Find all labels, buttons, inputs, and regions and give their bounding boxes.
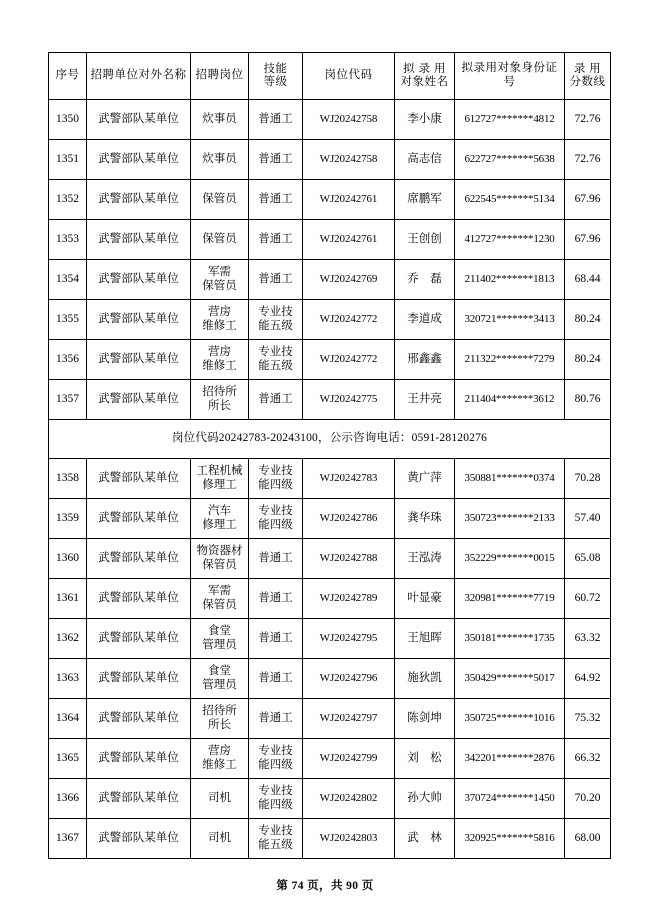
cell-unit: 武警部队某单位 <box>87 779 191 819</box>
table-row <box>49 180 611 220</box>
table-row <box>49 300 611 340</box>
cell-post: 食堂 管理员 <box>191 659 249 699</box>
cell-name: 邢鑫鑫 <box>395 340 455 380</box>
cell-unit: 武警部队某单位 <box>87 539 191 579</box>
cell-id: 350723*******2133 <box>455 499 565 539</box>
header-name-line1: 拟 录 用 <box>403 62 446 75</box>
cell-code: WJ20242802 <box>303 779 395 819</box>
table-body-top <box>49 100 611 420</box>
cell-unit: 武警部队某单位 <box>87 100 191 140</box>
cell-unit: 武警部队某单位 <box>87 819 191 859</box>
cell-code: WJ20242799 <box>303 739 395 779</box>
cell-name: 陈剑坤 <box>395 699 455 739</box>
cell-name: 黄广萍 <box>395 459 455 499</box>
table-row <box>49 459 611 499</box>
table-row <box>49 100 611 140</box>
cell-id: 342201*******2876 <box>455 739 565 779</box>
cell-skill: 专业技 能四级 <box>249 739 303 779</box>
cell-unit: 武警部队某单位 <box>87 619 191 659</box>
cell-seq: 1359 <box>49 499 87 539</box>
cell-seq: 1355 <box>49 300 87 340</box>
table-row <box>49 380 611 420</box>
cell-id: 370724*******1450 <box>455 779 565 819</box>
cell-post: 营房 维修工 <box>191 300 249 340</box>
cell-skill: 普通工 <box>249 140 303 180</box>
cell-code: WJ20242797 <box>303 699 395 739</box>
header-skill <box>249 53 303 100</box>
cell-seq: 1352 <box>49 180 87 220</box>
header-code: 岗位代码 <box>303 53 395 100</box>
cell-skill: 普通工 <box>249 180 303 220</box>
table-row <box>49 579 611 619</box>
cell-post: 招待所 所长 <box>191 699 249 739</box>
cell-seq: 1362 <box>49 619 87 659</box>
header-row <box>49 53 611 100</box>
cell-post: 营房 维修工 <box>191 340 249 380</box>
cell-name: 龚华珠 <box>395 499 455 539</box>
cell-post: 保管员 <box>191 220 249 260</box>
cell-name: 王泓涛 <box>395 539 455 579</box>
cell-unit: 武警部队某单位 <box>87 499 191 539</box>
cell-name: 施狄凯 <box>395 659 455 699</box>
cell-unit: 武警部队某单位 <box>87 739 191 779</box>
cell-post: 炊事员 <box>191 100 249 140</box>
cell-id: 412727*******1230 <box>455 220 565 260</box>
cell-score: 68.44 <box>565 260 611 300</box>
header-skill-line2: 等级 <box>263 76 288 88</box>
cell-id: 352229*******0015 <box>455 539 565 579</box>
cell-score: 70.20 <box>565 779 611 819</box>
cell-seq: 1366 <box>49 779 87 819</box>
cell-skill: 专业技 能五级 <box>249 300 303 340</box>
header-score-line2: 分数线 <box>569 76 606 88</box>
cell-seq: 1365 <box>49 739 87 779</box>
cell-code: WJ20242758 <box>303 140 395 180</box>
cell-code: WJ20242788 <box>303 539 395 579</box>
cell-seq: 1353 <box>49 220 87 260</box>
cell-code: WJ20242795 <box>303 619 395 659</box>
cell-score: 67.96 <box>565 220 611 260</box>
cell-code: WJ20242775 <box>303 380 395 420</box>
cell-skill: 普通工 <box>249 579 303 619</box>
cell-skill: 专业技 能五级 <box>249 819 303 859</box>
cell-code: WJ20242772 <box>303 340 395 380</box>
header-id: 拟录用对象身份证号 <box>455 53 565 100</box>
cell-name: 李小康 <box>395 100 455 140</box>
table-header <box>49 53 611 100</box>
header-score <box>565 53 611 100</box>
cell-unit: 武警部队某单位 <box>87 659 191 699</box>
cell-seq: 1351 <box>49 140 87 180</box>
cell-id: 350429*******5017 <box>455 659 565 699</box>
cell-id: 622727*******5638 <box>455 140 565 180</box>
cell-code: WJ20242789 <box>303 579 395 619</box>
cell-name: 孙大帅 <box>395 779 455 819</box>
cell-post: 司机 <box>191 819 249 859</box>
cell-skill: 普通工 <box>249 659 303 699</box>
cell-post: 汽车 修理工 <box>191 499 249 539</box>
cell-unit: 武警部队某单位 <box>87 300 191 340</box>
header-seq: 序号 <box>49 53 87 100</box>
cell-code: WJ20242796 <box>303 659 395 699</box>
cell-post: 营房 维修工 <box>191 739 249 779</box>
cell-score: 57.40 <box>565 499 611 539</box>
cell-skill: 专业技 能四级 <box>249 779 303 819</box>
cell-code: WJ20242761 <box>303 180 395 220</box>
cell-post: 军需 保管员 <box>191 579 249 619</box>
cell-score: 65.08 <box>565 539 611 579</box>
header-post: 招聘岗位 <box>191 53 249 100</box>
cell-score: 75.32 <box>565 699 611 739</box>
cell-seq: 1361 <box>49 579 87 619</box>
cell-name: 李道成 <box>395 300 455 340</box>
table-row <box>49 819 611 859</box>
cell-seq: 1367 <box>49 819 87 859</box>
cell-post: 军需 保管员 <box>191 260 249 300</box>
cell-score: 66.32 <box>565 739 611 779</box>
cell-post: 物资器材 保管员 <box>191 539 249 579</box>
cell-skill: 普通工 <box>249 220 303 260</box>
recruitment-table <box>48 52 611 859</box>
cell-unit: 武警部队某单位 <box>87 220 191 260</box>
cell-score: 80.76 <box>565 380 611 420</box>
cell-id: 320925*******5816 <box>455 819 565 859</box>
cell-score: 68.00 <box>565 819 611 859</box>
cell-unit: 武警部队某单位 <box>87 260 191 300</box>
cell-post: 保管员 <box>191 180 249 220</box>
table-row <box>49 539 611 579</box>
cell-post: 司机 <box>191 779 249 819</box>
header-name <box>395 53 455 100</box>
cell-seq: 1363 <box>49 659 87 699</box>
cell-post: 工程机械 修理工 <box>191 459 249 499</box>
cell-id: 622545*******5134 <box>455 180 565 220</box>
cell-unit: 武警部队某单位 <box>87 340 191 380</box>
cell-seq: 1364 <box>49 699 87 739</box>
cell-seq: 1360 <box>49 539 87 579</box>
cell-seq: 1350 <box>49 100 87 140</box>
cell-unit: 武警部队某单位 <box>87 140 191 180</box>
cell-skill: 普通工 <box>249 380 303 420</box>
cell-score: 80.24 <box>565 340 611 380</box>
cell-name: 席鹏军 <box>395 180 455 220</box>
cell-name: 王创创 <box>395 220 455 260</box>
cell-seq: 1356 <box>49 340 87 380</box>
cell-id: 350881*******0374 <box>455 459 565 499</box>
cell-seq: 1354 <box>49 260 87 300</box>
cell-seq: 1358 <box>49 459 87 499</box>
cell-score: 72.76 <box>565 140 611 180</box>
cell-code: WJ20242769 <box>303 260 395 300</box>
header-score-line1: 录 用 <box>573 62 602 75</box>
cell-score: 80.24 <box>565 300 611 340</box>
header-unit: 招聘单位对外名称 <box>87 53 191 100</box>
cell-code: WJ20242783 <box>303 459 395 499</box>
cell-id: 211402*******1813 <box>455 260 565 300</box>
cell-id: 320721*******3413 <box>455 300 565 340</box>
cell-code: WJ20242772 <box>303 300 395 340</box>
cell-name: 王井亮 <box>395 380 455 420</box>
page-footer: 第 74 页，共 90 页 <box>276 880 374 892</box>
cell-code: WJ20242761 <box>303 220 395 260</box>
cell-skill: 普通工 <box>249 260 303 300</box>
cell-skill: 专业技 能四级 <box>249 499 303 539</box>
cell-id: 320981*******7719 <box>455 579 565 619</box>
cell-score: 72.76 <box>565 100 611 140</box>
cell-id: 350181*******1735 <box>455 619 565 659</box>
table-row <box>49 340 611 380</box>
table-row <box>49 140 611 180</box>
header-skill-line1: 技能 <box>263 62 288 75</box>
cell-skill: 普通工 <box>249 539 303 579</box>
cell-name: 刘 松 <box>395 739 455 779</box>
cell-name: 王旭晖 <box>395 619 455 659</box>
cell-score: 67.96 <box>565 180 611 220</box>
cell-id: 350725*******1016 <box>455 699 565 739</box>
cell-unit: 武警部队某单位 <box>87 699 191 739</box>
cell-score: 63.32 <box>565 619 611 659</box>
table-body-notice <box>49 420 611 459</box>
cell-unit: 武警部队某单位 <box>87 180 191 220</box>
notice-text: 岗位代码20242783-20243100，公示咨询电话：0591-28120276 <box>49 420 611 459</box>
cell-code: WJ20242786 <box>303 499 395 539</box>
cell-score: 60.72 <box>565 579 611 619</box>
cell-name: 高志信 <box>395 140 455 180</box>
cell-unit: 武警部队某单位 <box>87 579 191 619</box>
table-row <box>49 739 611 779</box>
cell-unit: 武警部队某单位 <box>87 380 191 420</box>
cell-name: 武 林 <box>395 819 455 859</box>
cell-score: 64.92 <box>565 659 611 699</box>
cell-name: 乔 磊 <box>395 260 455 300</box>
cell-skill: 普通工 <box>249 699 303 739</box>
cell-post: 招待所 所长 <box>191 380 249 420</box>
cell-id: 211322*******7279 <box>455 340 565 380</box>
cell-skill: 专业技 能四级 <box>249 459 303 499</box>
notice-row <box>49 420 611 459</box>
table-body-bottom <box>49 459 611 859</box>
cell-skill: 普通工 <box>249 100 303 140</box>
cell-seq: 1357 <box>49 380 87 420</box>
cell-code: WJ20242758 <box>303 100 395 140</box>
header-name-line2: 对象姓名 <box>400 76 449 88</box>
table-row <box>49 499 611 539</box>
cell-post: 炊事员 <box>191 140 249 180</box>
table-row <box>49 779 611 819</box>
cell-code: WJ20242803 <box>303 819 395 859</box>
cell-id: 211404*******3612 <box>455 380 565 420</box>
table-row <box>49 260 611 300</box>
cell-id: 612727*******4812 <box>455 100 565 140</box>
cell-skill: 普通工 <box>249 619 303 659</box>
cell-score: 70.28 <box>565 459 611 499</box>
cell-unit: 武警部队某单位 <box>87 459 191 499</box>
table-row <box>49 659 611 699</box>
cell-post: 食堂 管理员 <box>191 619 249 659</box>
table-row <box>49 220 611 260</box>
table-row <box>49 619 611 659</box>
cell-name: 叶显豪 <box>395 579 455 619</box>
cell-skill: 专业技 能五级 <box>249 340 303 380</box>
table-row <box>49 699 611 739</box>
